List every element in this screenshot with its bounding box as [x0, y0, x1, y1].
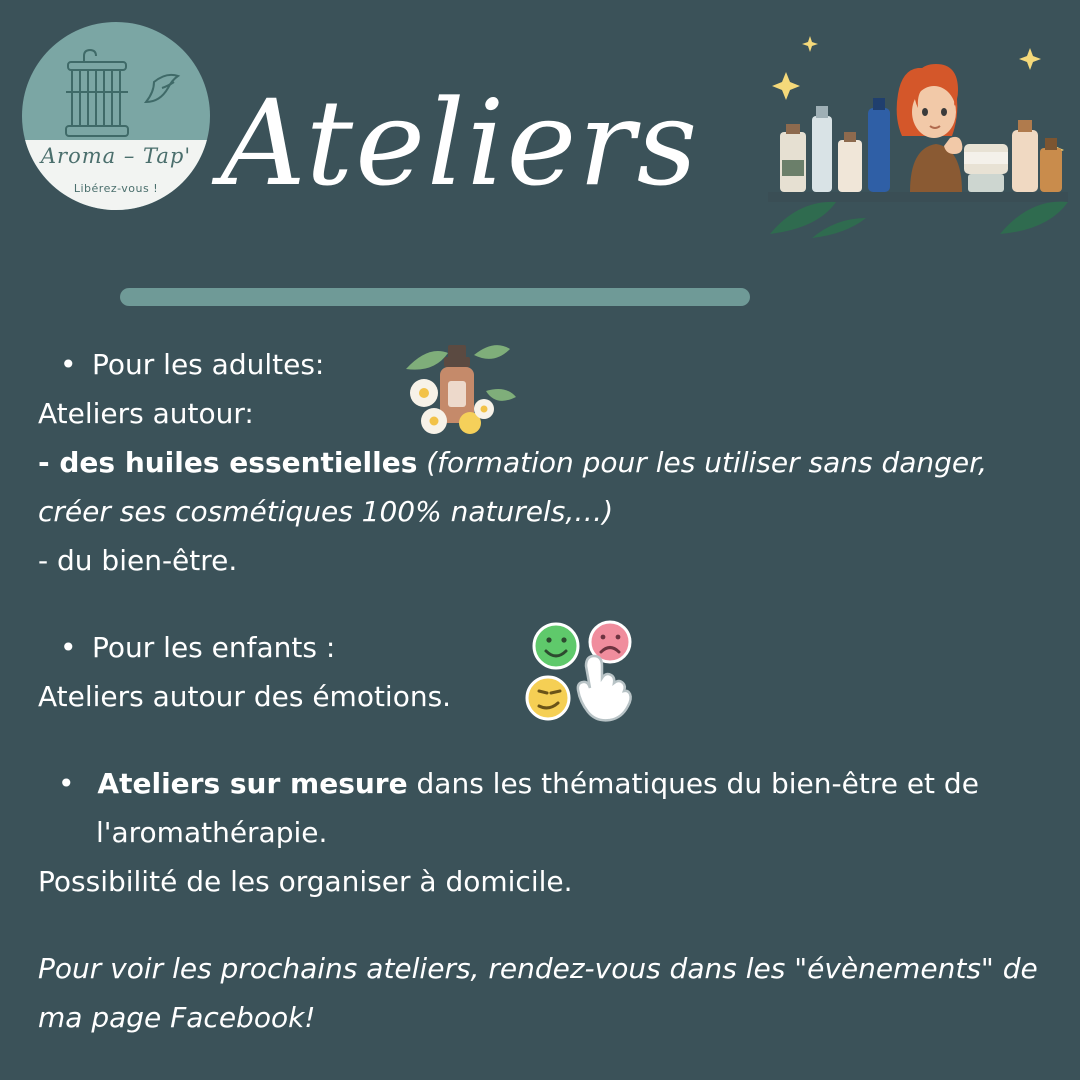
header: [0, 0, 1080, 330]
adults-item-1: [0, 438, 1080, 536]
adults-item-2-text: - du bien-être.: [38, 544, 238, 577]
custom-extra: Possibilité de les organiser à domicile.: [38, 865, 573, 898]
section-adults-heading: [0, 340, 1080, 389]
adults-heading-text: Pour les adultes:: [92, 348, 325, 381]
bullet-icon: •: [60, 348, 77, 381]
spacer: [0, 906, 1080, 944]
adults-item-2: [0, 536, 1080, 585]
section-children-heading: [0, 623, 1080, 672]
custom-bold: Ateliers sur mesure: [97, 767, 408, 800]
bullet-icon: •: [58, 767, 75, 800]
header-illustration: [768, 20, 1068, 250]
adults-intro: Ateliers autour:: [38, 397, 254, 430]
content: [0, 340, 1080, 1042]
custom-rest: dans les thématiques du bien-être et de l'aromathérapie.: [96, 767, 979, 849]
logo: [22, 22, 210, 210]
spacer: [0, 721, 1080, 759]
footer-note: Pour voir les prochains ateliers, rendez-vous dans les "évènements" de ma page Facebook!: [38, 952, 1038, 1034]
bird-icon: [146, 75, 178, 102]
page-title: Ateliers: [220, 74, 700, 212]
children-heading-text: Pour les enfants :: [92, 631, 336, 664]
adults-item-1-bold: - des huiles essentielles: [38, 446, 418, 479]
bullet-icon: •: [60, 631, 77, 664]
logo-brand: Aroma – Tap': [40, 144, 192, 168]
title-underline: [120, 288, 750, 306]
adults-item-1-italic: (formation pour les utiliser sans danger, créer ses cosmétiques 100% naturels,…): [38, 446, 987, 528]
section-custom: [0, 759, 1080, 857]
children-text: Ateliers autour des émotions.: [38, 680, 452, 713]
logo-tagline: Libérez-vous !: [73, 182, 159, 195]
spacer: [0, 585, 1080, 623]
